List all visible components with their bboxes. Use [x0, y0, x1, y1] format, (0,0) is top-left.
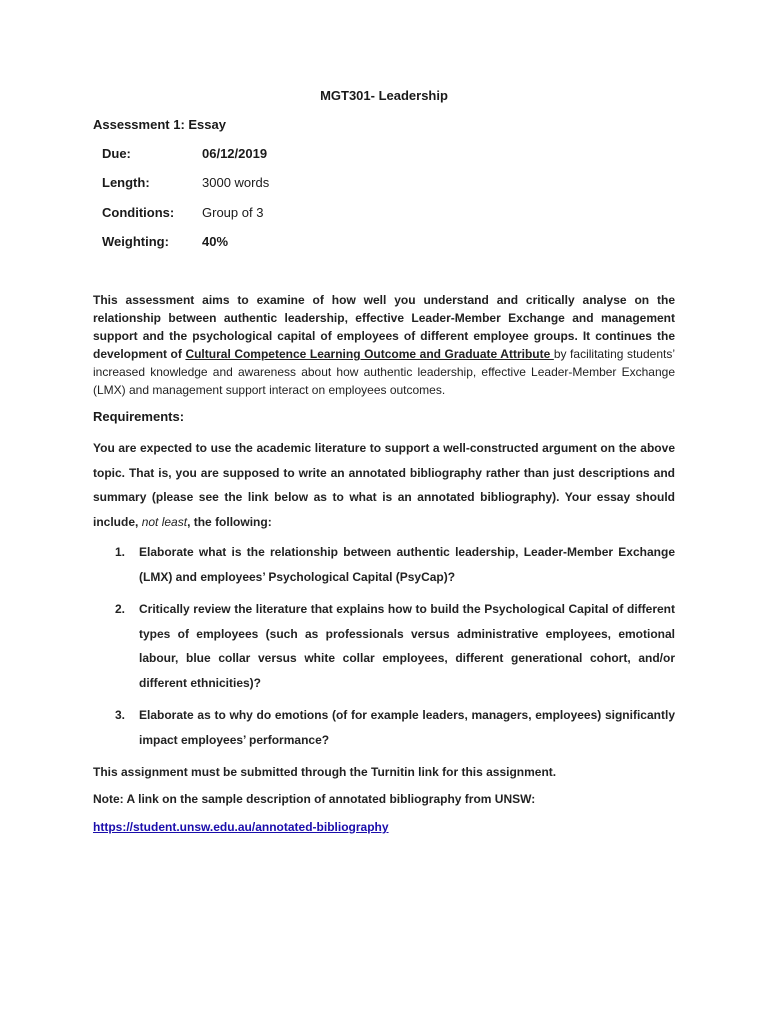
requirements-paragraph — [93, 436, 675, 534]
requirements-text: , the following: — [187, 514, 272, 529]
detail-label: Due: — [102, 146, 131, 161]
list-item — [93, 703, 675, 752]
annotated-bibliography-link[interactable]: https://student.unsw.edu.au/annotated-bibliography — [93, 820, 389, 834]
link-note: Note: A link on the sample description of annotated bibliography from UNSW: — [93, 792, 536, 806]
requirements-emphasis: not least — [141, 514, 188, 529]
detail-value: 40% — [202, 234, 229, 249]
list-item-text: Critically review the literature that explains how to build the Psychological Capital of different types of employees (such as professionals versus administrative employees, emotional labour, blue collar versus white collar employees, different generational cohort, and/or different ethnicities)? — [139, 602, 675, 690]
list-item — [93, 540, 675, 589]
requirements-list — [93, 540, 675, 760]
detail-value: 06/12/2019 — [202, 146, 268, 161]
list-item-number: 3. — [115, 708, 126, 722]
detail-value: 3000 words — [202, 175, 270, 190]
list-item-number: 2. — [115, 602, 126, 616]
requirements-heading: Requirements: — [93, 409, 185, 424]
detail-label: Conditions: — [102, 205, 175, 220]
list-item-text: Elaborate as to why do emotions (of for example leaders, managers, employees) significantly impact employees’ performance? — [139, 708, 675, 747]
submission-note: This assignment must be submitted through the Turnitin link for this assignment. — [93, 765, 557, 779]
intro-text: ow authentic leadership, effective Leader-Member Exchange (LMX) — [93, 365, 675, 397]
document-title: MGT301- Leadership — [320, 88, 448, 103]
detail-label: Weighting: — [102, 234, 169, 249]
assessment-heading: Assessment 1: Essay — [93, 117, 226, 132]
detail-label: Length: — [102, 175, 150, 190]
detail-value: Group of 3 — [202, 205, 264, 220]
list-item-number: 1. — [115, 545, 126, 559]
intro-text: and management support interact on employees outcomes. — [129, 383, 446, 397]
list-item-text: Elaborate what is the relationship between authentic leadership, Leader-Member Exchange (LMX) and employees’ Psychological Capital (PsyCap)? — [139, 545, 675, 584]
intro-paragraph — [93, 291, 675, 399]
intro-text: by facilitating students’ increased knowledge and awareness about h — [93, 347, 675, 379]
intro-underlined-text: Cultural Competence Learning Outcome and Graduate Attribute — [185, 347, 554, 361]
requirements-text: You are expected to use the academic literature to support a well-constructed argument on the above topic. That is, you are supposed to write an annotated bibliography rather than just descriptions and summary (please see the link below as to what is an annotated bibliography). Your essay should include, — [93, 441, 675, 529]
intro-text: This assessment aims to examine of how well you understand and critically analyse on the relationship between authentic leadership, effective Leader-Member Exchange and management support and the psychological capital of employees of different employee groups. It continues the development of — [93, 293, 675, 361]
list-item — [93, 597, 675, 695]
